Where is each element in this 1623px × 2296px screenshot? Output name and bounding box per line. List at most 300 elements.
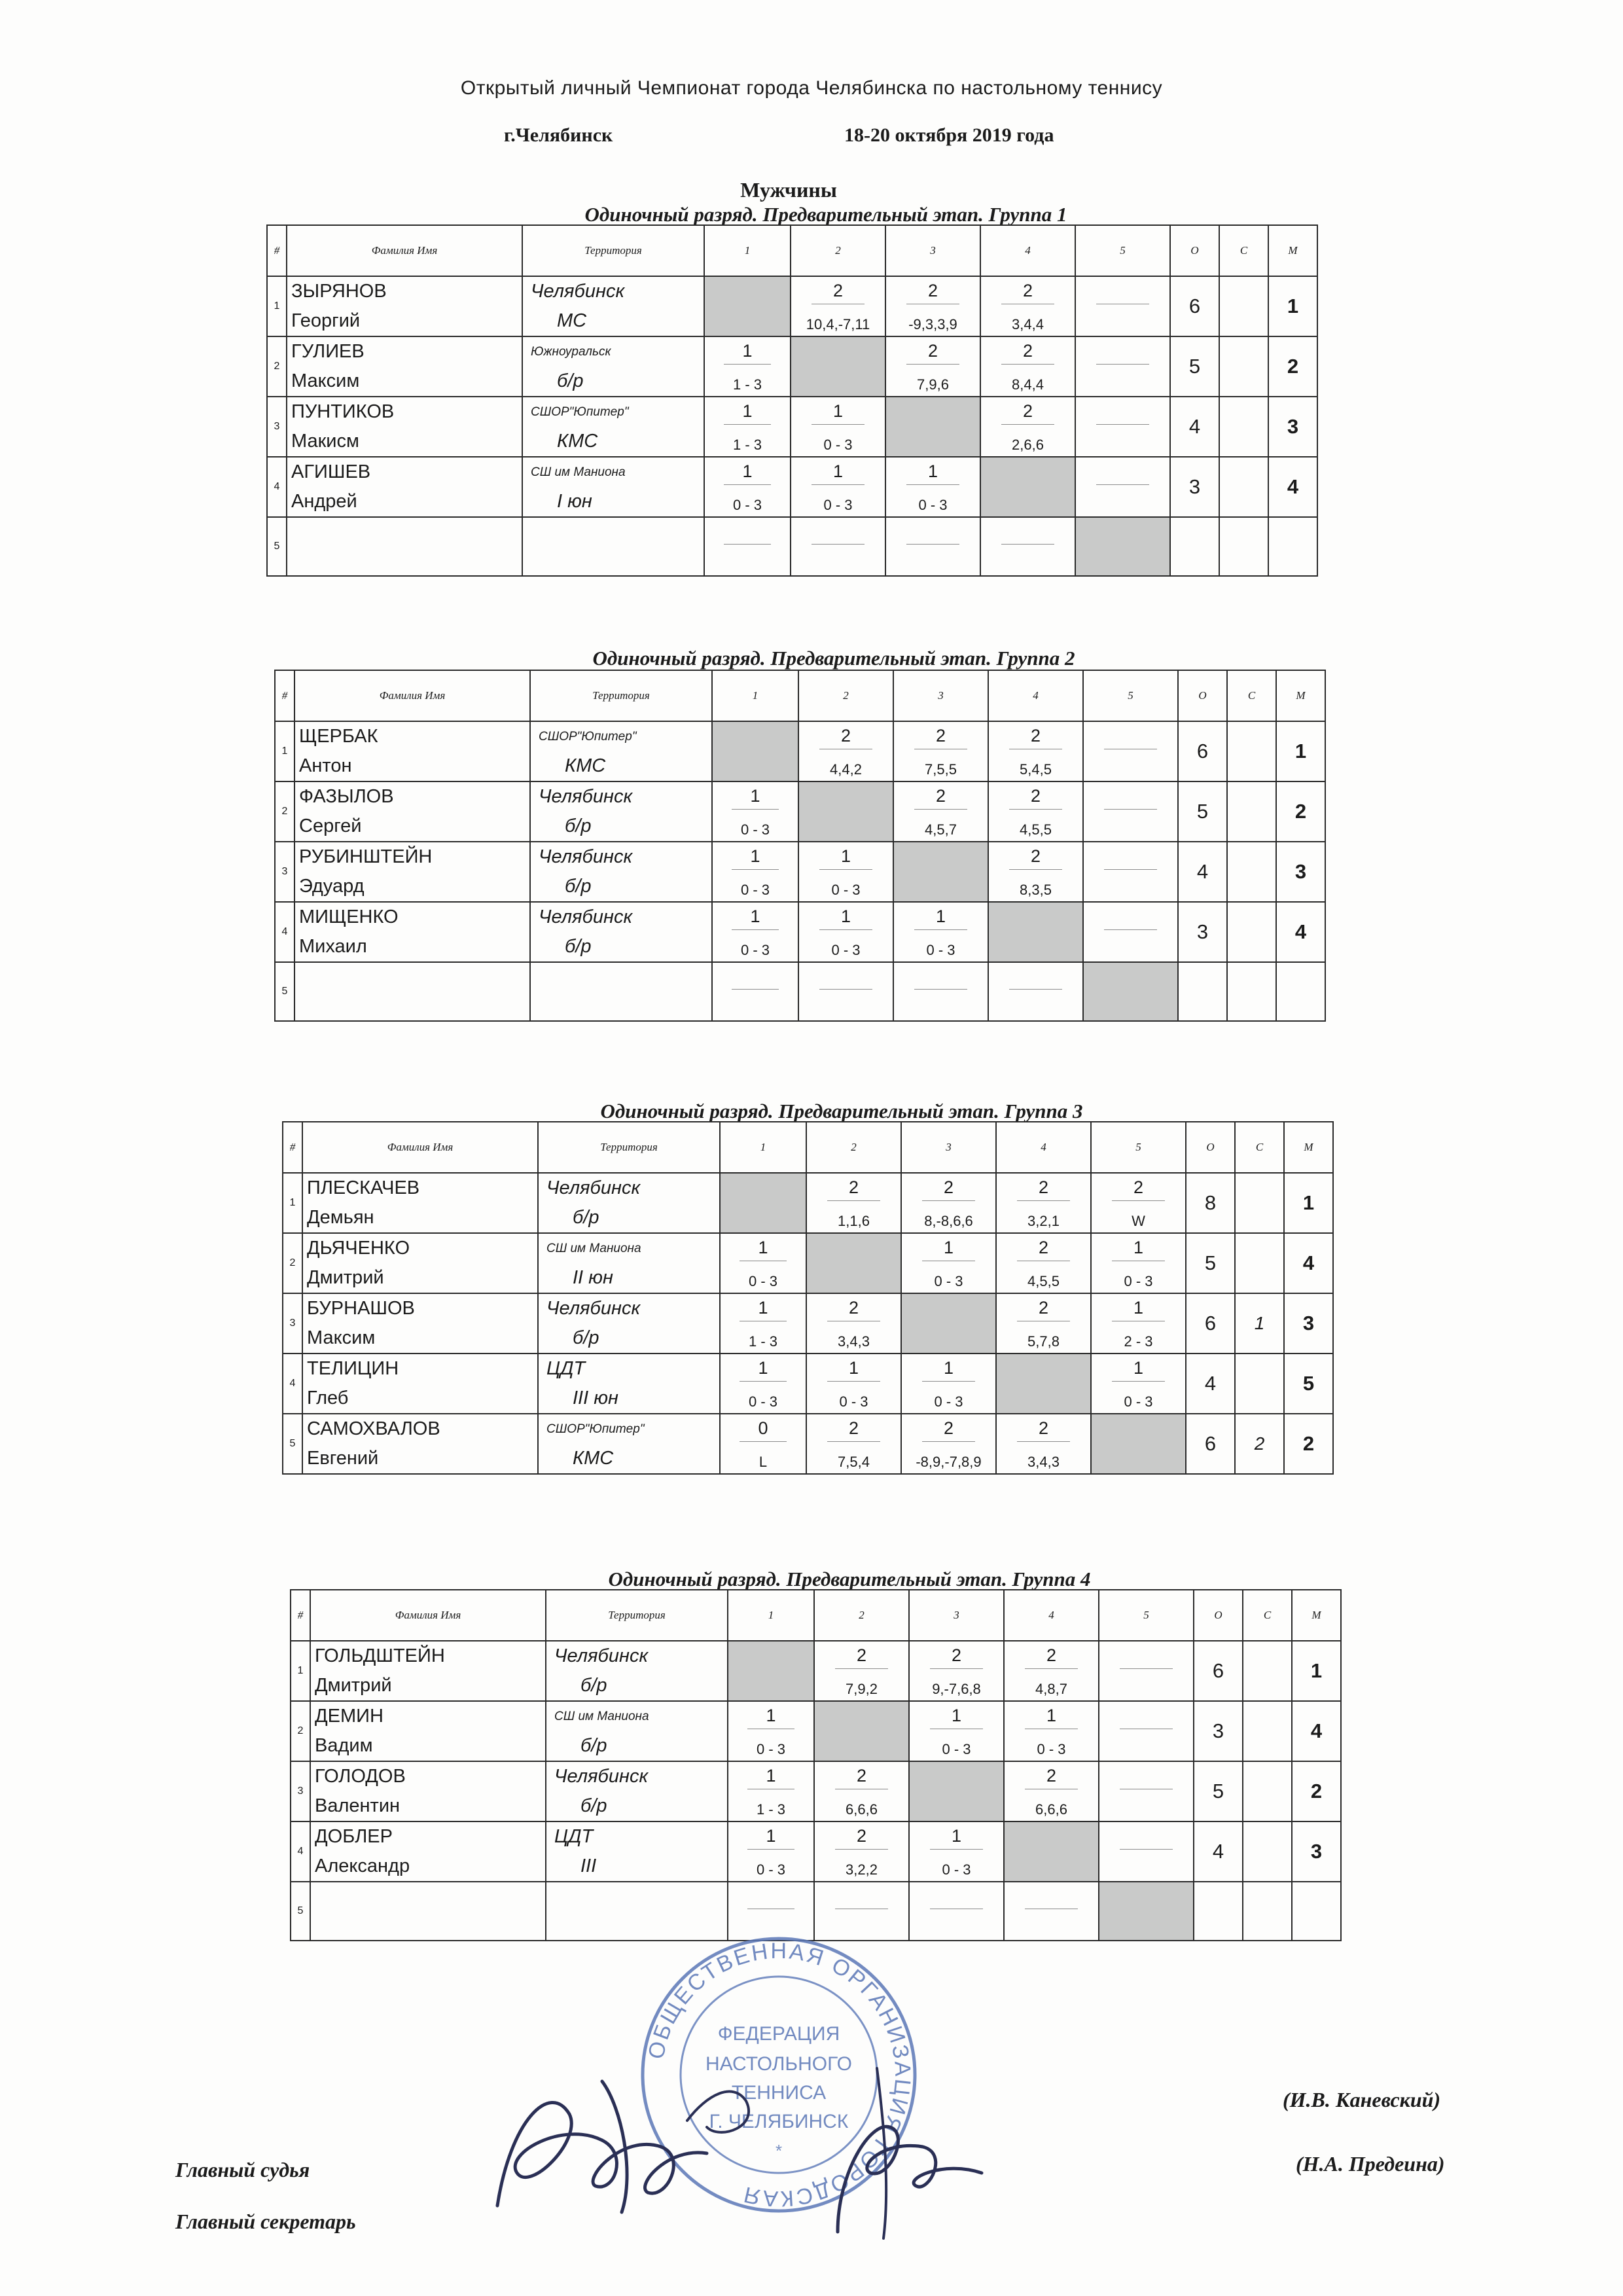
result-cell	[893, 781, 988, 842]
row-number: 5	[291, 1882, 310, 1941]
territory-city: СШОР"Юпитер"	[531, 405, 629, 419]
result-cell	[1083, 902, 1178, 962]
row-number: 1	[267, 276, 287, 336]
header-place: М	[1292, 1590, 1341, 1641]
result-divider	[1009, 869, 1061, 870]
result-cell	[1083, 842, 1178, 902]
diagonal-cell	[720, 1173, 806, 1233]
table-row	[275, 842, 1325, 902]
player-rank: б/р	[565, 876, 592, 897]
result-divider	[906, 364, 959, 365]
result-divider	[906, 484, 959, 485]
result-score-detail: 0 - 3	[748, 1393, 778, 1410]
table-row	[267, 336, 1317, 397]
table-header-row	[291, 1590, 1341, 1641]
result-score-detail: 0 - 3	[934, 1273, 963, 1289]
sets-ratio	[1243, 1701, 1292, 1761]
result-cell	[980, 276, 1075, 336]
result-points: 1	[832, 401, 844, 421]
result-divider	[930, 1849, 982, 1850]
row-number: 1	[291, 1641, 310, 1701]
sets-ratio	[1219, 336, 1268, 397]
result-score-detail: 0 - 3	[756, 1741, 786, 1757]
territory-cell	[538, 1173, 720, 1233]
result-points: 2	[1038, 1298, 1049, 1318]
result-score-detail: L	[758, 1454, 768, 1470]
result-cell	[980, 336, 1075, 397]
territory-city: ЦДТ	[546, 1358, 586, 1379]
result-score-detail: 4,8,7	[1035, 1681, 1067, 1697]
player-surname: ГОЛЬДШТЕЙН	[315, 1645, 445, 1666]
result-divider	[922, 1200, 974, 1201]
territory-cell	[530, 721, 712, 781]
header-territory: Территория	[538, 1122, 720, 1173]
result-divider	[835, 1849, 887, 1850]
table-header-row	[275, 670, 1325, 721]
result-points: 1	[750, 906, 760, 926]
result-points: 2	[1046, 1645, 1057, 1665]
diagonal-cell	[1091, 1414, 1186, 1474]
player-cell	[310, 1761, 546, 1821]
result-divider	[1112, 1381, 1164, 1382]
result-divider	[732, 929, 779, 930]
result-cell	[1083, 781, 1178, 842]
final-place: 4	[1268, 457, 1317, 517]
result-score-detail: 0 - 3	[823, 437, 853, 453]
territory-city: Челябинск	[554, 1766, 649, 1787]
table-row	[275, 962, 1325, 1021]
result-divider	[1096, 364, 1149, 365]
header-territory: Территория	[530, 670, 712, 721]
player-first-name: Дмитрий	[307, 1267, 384, 1288]
territory-city: СШОР"Юпитер"	[546, 1422, 645, 1436]
result-score-detail: 8,3,5	[1020, 882, 1052, 898]
result-divider	[819, 989, 872, 990]
result-points: 1	[840, 846, 851, 866]
diagonal-cell	[1083, 962, 1178, 1021]
sets-ratio	[1227, 902, 1276, 962]
result-divider	[732, 989, 779, 990]
player-rank: КМС	[557, 431, 598, 452]
result-points: 1	[1133, 1358, 1144, 1378]
result-cell	[1091, 1173, 1186, 1233]
result-points: 1	[951, 1706, 962, 1725]
result-divider	[1104, 869, 1156, 870]
player-cell	[287, 517, 522, 576]
result-score-detail: 5,4,5	[1020, 761, 1052, 778]
stamp-line-2: НАСТОЛЬНОГО	[705, 2053, 852, 2075]
result-score-detail: 1 - 3	[748, 1333, 778, 1350]
player-cell	[287, 457, 522, 517]
final-place: 1	[1292, 1641, 1341, 1701]
player-first-name: Александр	[315, 1856, 410, 1876]
result-cell	[704, 517, 791, 576]
final-place: 2	[1284, 1414, 1333, 1474]
result-cell	[1091, 1293, 1186, 1354]
header-col-3: 3	[885, 225, 980, 276]
result-points: 1	[927, 461, 938, 481]
table-row	[275, 721, 1325, 781]
final-place: 1	[1276, 721, 1325, 781]
territory-cell	[530, 962, 712, 1021]
diagonal-cell	[1004, 1821, 1099, 1882]
player-cell	[294, 781, 530, 842]
result-score-detail: 4,4,2	[830, 761, 862, 778]
header-col-1: 1	[712, 670, 798, 721]
result-divider	[1009, 809, 1061, 810]
header-col-4: 4	[996, 1122, 1091, 1173]
result-cell	[1091, 1233, 1186, 1293]
result-points: 1	[951, 1826, 962, 1846]
sets-ratio	[1219, 457, 1268, 517]
result-points: 1	[848, 1358, 859, 1378]
player-first-name: Эдуард	[299, 876, 365, 897]
sets-ratio	[1227, 842, 1276, 902]
header-col-2: 2	[798, 670, 893, 721]
result-points: 2	[856, 1826, 867, 1846]
result-divider	[812, 544, 864, 545]
result-score-detail: -8,9,-7,8,9	[916, 1454, 982, 1470]
diagonal-cell	[814, 1701, 909, 1761]
territory-cell	[522, 276, 704, 336]
group-caption-2: Одиночный разряд. Предварительный этап. Группа 2	[592, 647, 1075, 670]
group-table-3	[282, 1121, 1334, 1475]
territory-cell	[546, 1761, 728, 1821]
final-place: 2	[1276, 781, 1325, 842]
table-row	[267, 276, 1317, 336]
result-points: 2	[1030, 846, 1041, 866]
result-cell	[791, 397, 885, 457]
player-rank: б/р	[565, 936, 592, 957]
territory-cell	[538, 1233, 720, 1293]
player-surname: ЗЫРЯНОВ	[291, 281, 387, 302]
result-score-detail: 7,9,2	[846, 1681, 878, 1697]
row-number: 4	[275, 902, 294, 962]
result-cell	[909, 1701, 1004, 1761]
sets-ratio: 2	[1235, 1414, 1284, 1474]
table-row	[267, 457, 1317, 517]
result-score-detail: 0 - 3	[934, 1393, 963, 1410]
result-cell	[728, 1761, 814, 1821]
territory-city: СШ им Маниона	[546, 1242, 641, 1255]
row-number: 4	[283, 1354, 302, 1414]
player-cell	[302, 1233, 538, 1293]
result-cell	[798, 721, 893, 781]
result-cell	[1075, 457, 1170, 517]
result-score-detail: 0 - 3	[1124, 1393, 1153, 1410]
player-first-name: Андрей	[291, 491, 357, 512]
result-divider	[914, 929, 967, 930]
result-cell	[791, 457, 885, 517]
territory-city: Челябинск	[546, 1177, 641, 1198]
result-score-detail: 2,6,6	[1012, 437, 1044, 453]
player-rank: КМС	[565, 755, 606, 776]
result-cell	[893, 962, 988, 1021]
result-score-detail: W	[1132, 1213, 1145, 1229]
row-number: 2	[283, 1233, 302, 1293]
result-points: 2	[927, 281, 938, 300]
result-points: 1	[766, 1706, 776, 1725]
diagonal-cell	[885, 397, 980, 457]
sets-ratio	[1243, 1882, 1292, 1941]
result-divider	[906, 544, 959, 545]
result-cell	[814, 1641, 909, 1701]
result-points: 1	[758, 1238, 768, 1257]
result-points: 2	[1030, 786, 1041, 806]
result-cell	[885, 457, 980, 517]
player-rank: б/р	[580, 1675, 607, 1696]
player-cell	[310, 1641, 546, 1701]
result-points: 2	[1022, 281, 1033, 300]
result-cell	[988, 781, 1083, 842]
result-divider	[1009, 989, 1061, 990]
sets-ratio	[1219, 397, 1268, 457]
header-name: Фамилия Имя	[294, 670, 530, 721]
result-divider	[1120, 1849, 1172, 1850]
result-score-detail: 8,-8,6,6	[924, 1213, 973, 1229]
table-header-row	[267, 225, 1317, 276]
result-cell	[798, 962, 893, 1021]
group-caption-4: Одиночный разряд. Предварительный этап. Группа 4	[608, 1568, 1091, 1590]
result-cell	[1004, 1761, 1099, 1821]
tournament-title: Открытый личный Чемпионат города Челябинска по настольному теннису	[460, 77, 1163, 99]
player-surname: ЩЕРБАК	[299, 726, 378, 747]
sets-ratio	[1227, 721, 1276, 781]
result-score-detail: 0 - 3	[740, 942, 770, 958]
player-surname: БУРНАШОВ	[307, 1298, 415, 1319]
result-cell	[1075, 336, 1170, 397]
result-divider	[819, 929, 872, 930]
territory-city: СШОР"Юпитер"	[539, 730, 637, 744]
result-score-detail: 3,4,3	[1027, 1454, 1060, 1470]
player-first-name: Антон	[299, 755, 352, 776]
result-divider	[914, 809, 967, 810]
result-cell	[712, 962, 798, 1021]
player-cell	[287, 276, 522, 336]
total-points: 4	[1170, 397, 1219, 457]
result-points: 1	[943, 1358, 954, 1378]
total-points: 8	[1186, 1173, 1235, 1233]
result-cell	[712, 842, 798, 902]
result-score-detail: 8,4,4	[1012, 376, 1044, 393]
result-points: 2	[1133, 1177, 1144, 1197]
result-points: 0	[758, 1418, 768, 1438]
result-cell	[885, 276, 980, 336]
result-cell	[798, 842, 893, 902]
total-points: 5	[1186, 1233, 1235, 1293]
result-cell	[996, 1233, 1091, 1293]
result-cell	[996, 1293, 1091, 1354]
total-points: 4	[1178, 842, 1227, 902]
total-points: 4	[1194, 1821, 1243, 1882]
player-rank: МС	[557, 310, 587, 331]
result-cell	[720, 1354, 806, 1414]
result-divider	[922, 1441, 974, 1442]
final-place: 2	[1292, 1761, 1341, 1821]
result-score-detail: 0 - 3	[732, 497, 762, 513]
result-score-detail: 0 - 3	[740, 821, 770, 838]
result-cell	[720, 1233, 806, 1293]
player-cell	[302, 1293, 538, 1354]
header-points: О	[1170, 225, 1219, 276]
result-score-detail: 4,5,5	[1020, 821, 1052, 838]
territory-cell	[522, 457, 704, 517]
header-num: #	[283, 1122, 302, 1173]
result-score-detail: 1 - 3	[732, 376, 762, 393]
header-col-4: 4	[1004, 1590, 1099, 1641]
result-score-detail: 5,7,8	[1027, 1333, 1060, 1350]
result-divider	[747, 1849, 795, 1850]
player-surname: ПУНТИКОВ	[291, 401, 395, 422]
result-points: 1	[1133, 1298, 1144, 1318]
result-divider	[930, 1668, 982, 1669]
player-first-name: Вадим	[315, 1735, 373, 1756]
total-points: 3	[1194, 1701, 1243, 1761]
player-rank: II юн	[573, 1267, 613, 1288]
header-col-1: 1	[728, 1590, 814, 1641]
result-points: 2	[1038, 1177, 1049, 1197]
stamp-line-3: ТЕННИСА	[731, 2082, 827, 2104]
player-surname: ДЬЯЧЕНКО	[307, 1238, 410, 1259]
result-cell	[996, 1173, 1091, 1233]
header-col-5: 5	[1099, 1590, 1194, 1641]
final-place	[1292, 1882, 1341, 1941]
svg-text:*: *	[775, 2141, 783, 2161]
result-divider	[1104, 929, 1156, 930]
result-cell	[814, 1761, 909, 1821]
header-col-4: 4	[980, 225, 1075, 276]
result-points: 2	[927, 341, 938, 361]
territory-cell	[530, 781, 712, 842]
final-place	[1276, 962, 1325, 1021]
result-points: 2	[1046, 1766, 1057, 1785]
header-col-2: 2	[791, 225, 885, 276]
result-cell	[893, 902, 988, 962]
group-table-1	[266, 224, 1318, 577]
header-col-3: 3	[893, 670, 988, 721]
diagonal-cell	[712, 721, 798, 781]
result-score-detail: 0 - 3	[831, 942, 861, 958]
territory-cell	[522, 336, 704, 397]
total-points: 3	[1178, 902, 1227, 962]
player-first-name: Георгий	[291, 310, 361, 331]
total-points: 6	[1178, 721, 1227, 781]
row-number: 5	[275, 962, 294, 1021]
header-sets: С	[1235, 1122, 1284, 1173]
group-caption-3: Одиночный разряд. Предварительный этап. Группа 3	[600, 1100, 1083, 1122]
player-first-name: Глеб	[307, 1388, 349, 1408]
result-divider	[724, 364, 772, 365]
territory-cell	[546, 1821, 728, 1882]
header-col-5: 5	[1075, 225, 1170, 276]
result-cell	[1091, 1354, 1186, 1414]
player-rank: I юн	[557, 491, 592, 512]
territory-cell	[546, 1882, 728, 1941]
table-row	[283, 1293, 1333, 1354]
result-cell	[728, 1882, 814, 1941]
territory-city: Челябинск	[554, 1645, 649, 1666]
player-first-name: Максим	[291, 370, 360, 391]
result-points: 2	[943, 1177, 954, 1197]
result-cell	[720, 1414, 806, 1474]
total-points	[1178, 962, 1227, 1021]
result-divider	[1025, 1668, 1077, 1669]
result-score-detail: 0 - 3	[823, 497, 853, 513]
player-rank: III	[580, 1856, 597, 1876]
result-score-detail: 7,5,5	[925, 761, 957, 778]
player-rank: б/р	[573, 1327, 599, 1348]
header-col-3: 3	[909, 1590, 1004, 1641]
header-name: Фамилия Имя	[287, 225, 522, 276]
total-points: 5	[1194, 1761, 1243, 1821]
table-row	[267, 517, 1317, 576]
diagonal-cell	[1075, 517, 1170, 576]
header-place: М	[1268, 225, 1317, 276]
result-score-detail: -9,3,3,9	[908, 316, 957, 332]
result-cell	[1099, 1821, 1194, 1882]
result-points: 2	[935, 726, 946, 745]
player-first-name: Максим	[307, 1327, 376, 1348]
result-points: 1	[1133, 1238, 1144, 1257]
result-divider	[732, 869, 779, 870]
result-points: 1	[766, 1826, 776, 1846]
player-cell	[294, 721, 530, 781]
result-score-detail: 1 - 3	[732, 437, 762, 453]
player-rank: б/р	[580, 1795, 607, 1816]
result-cell	[704, 457, 791, 517]
result-points: 2	[856, 1766, 867, 1785]
final-place: 4	[1284, 1233, 1333, 1293]
result-divider	[740, 1381, 787, 1382]
result-divider	[732, 809, 779, 810]
sets-ratio	[1235, 1173, 1284, 1233]
stamp-line-1: ФЕДЕРАЦИЯ	[717, 2023, 840, 2045]
result-score-detail: 0 - 3	[942, 1861, 971, 1878]
result-cell	[1004, 1641, 1099, 1701]
table-row	[283, 1233, 1333, 1293]
diagonal-cell	[1099, 1882, 1194, 1941]
table-row	[291, 1701, 1341, 1761]
row-number: 5	[267, 517, 287, 576]
result-cell	[988, 842, 1083, 902]
row-number: 4	[267, 457, 287, 517]
player-cell	[310, 1821, 546, 1882]
player-first-name: Макисм	[291, 431, 359, 452]
header-col-5: 5	[1091, 1122, 1186, 1173]
territory-cell	[522, 517, 704, 576]
header-col-2: 2	[814, 1590, 909, 1641]
diagonal-cell	[798, 781, 893, 842]
player-cell	[302, 1173, 538, 1233]
result-points: 2	[951, 1645, 962, 1665]
row-number: 3	[283, 1293, 302, 1354]
result-divider	[1112, 1200, 1164, 1201]
result-cell	[1083, 721, 1178, 781]
diagonal-cell	[893, 842, 988, 902]
sets-ratio	[1219, 517, 1268, 576]
row-number: 2	[275, 781, 294, 842]
result-score-detail: 0 - 3	[740, 882, 770, 898]
result-points: 2	[856, 1645, 867, 1665]
group-table-4	[290, 1589, 1342, 1941]
row-number: 3	[275, 842, 294, 902]
player-first-name: Дмитрий	[315, 1675, 392, 1696]
total-points: 4	[1186, 1354, 1235, 1414]
player-first-name: Михаил	[299, 936, 367, 957]
result-points: 2	[840, 726, 851, 745]
territory-cell	[530, 902, 712, 962]
result-cell	[901, 1173, 996, 1233]
